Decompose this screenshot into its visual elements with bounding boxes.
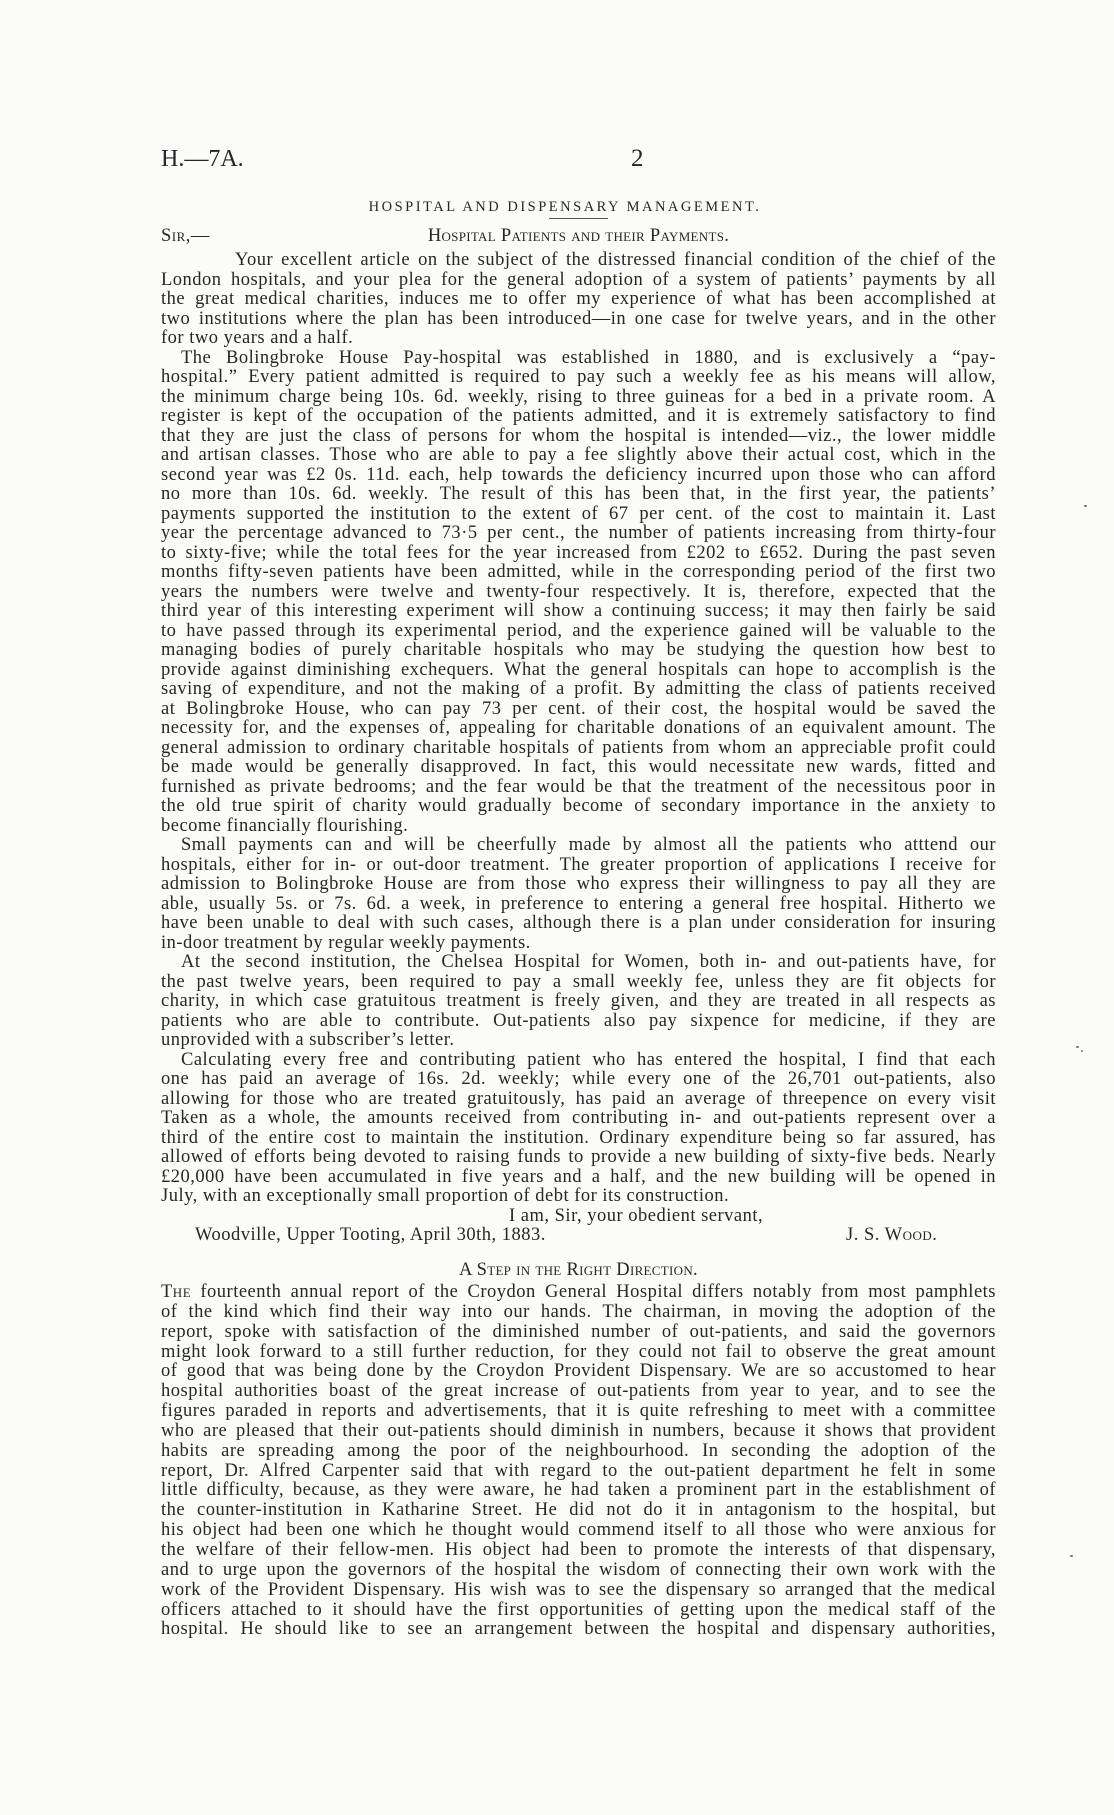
text-line: second year was £2 0s. 11d. each, help towards the deficiency incurred upon those who can afford	[161, 464, 996, 485]
text-line: his object had been one which he thought would commend itself to all those who were anxious for	[161, 1520, 996, 1541]
text-line: months fifty-seven patients have been admitted, while in the corresponding period of the first two	[161, 562, 996, 582]
text-line: little difficulty, because, as they were aware, he had taken a prominent part in the establishment of	[161, 1480, 996, 1501]
text-line: and to urge upon the governors of the hospital the wisdom of connecting their own work with the	[161, 1559, 996, 1580]
text-line: and artisan classes. Those who are able to pay a fee slightly above their actual cost, which in the	[161, 445, 996, 465]
text-line: two institutions where the plan has been introduced—in one case for twelve years, and in the other	[161, 308, 996, 329]
text-line: the welfare of their fellow-men. His object had been to promote the interests of that dispensary,	[161, 1539, 996, 1560]
scan-speck	[1084, 505, 1087, 507]
text-line: the old true spirit of charity would gradually become of secondary importance in the anxiety to	[161, 796, 996, 816]
text-line: third year of this interesting experiment will show a continuing success; it may then fairly be said	[161, 601, 996, 621]
text-line: Your excellent article on the subject of the distressed financial condition of the chief of the	[235, 250, 996, 270]
scan-speck	[1081, 1050, 1083, 1052]
text-line: allowed of efforts being devoted to raising funds to provide a new building of sixty-five beds. Nearly	[161, 1147, 996, 1167]
text-line: managing bodies of purely charitable hospitals who may be studying the question how best to	[161, 640, 996, 660]
text-line: July, with an exceptionally small proportion of debt for its construction.	[161, 1186, 730, 1206]
article-body	[161, 1283, 996, 1640]
article-heading: A Step in the Right Direction.	[459, 1260, 698, 1280]
text-line: unprovided with a subscriber’s letter.	[161, 1030, 455, 1050]
text-line: might look forward to a still further reduction, for they could not fail to observe the great amount	[161, 1341, 996, 1362]
text-line: figures paraded in reports and advertisements, that it is quite refreshing to meet with a committee	[161, 1401, 996, 1422]
text-line: charity, in which case gratuitous treatment is freely given, and they are treated in all respects as	[161, 991, 996, 1011]
text-line: general admission to ordinary charitable hospitals of patients from whom an appreciable profit could	[161, 737, 996, 758]
text-line: able, usually 5s. or 7s. 6d. a week, in preference to entering a general free hospital. Hitherto we	[161, 893, 996, 914]
text-line: one has paid an average of 16s. 2d. weekly; while every one of the 26,701 out-patients, also	[161, 1069, 996, 1089]
text-line: provide against diminishing exchequers. What the general hospitals can hope to accomplish is the	[161, 659, 996, 680]
text-line: saving of expenditure, and not the making of a profit. By admitting the class of patients received	[161, 679, 996, 699]
text-line: payments supported the institution to the extent of 67 per cent. of the cost to maintain it. Last	[161, 503, 996, 524]
text-line: of good that was being done by the Croydon Provident Dispensary. We are so accustomed to hear	[161, 1361, 996, 1382]
section-title: HOSPITAL AND DISPENSARY MANAGEMENT.	[368, 199, 762, 215]
letter-closing: I am, Sir, your obedient servant,	[509, 1205, 764, 1226]
signature: J. S. Wood.	[846, 1225, 938, 1245]
text-line: £20,000 have been accumulated in five years and a half, and the new building will be opened in	[161, 1166, 996, 1187]
page-number: 2	[631, 145, 644, 172]
page-reference: H.—7A.	[161, 146, 244, 172]
scan-speck	[1076, 1046, 1079, 1048]
paragraph	[161, 1051, 996, 1207]
text-line: for two years and a half.	[161, 328, 354, 348]
text-line: register is kept of the occupation of the patients admitted, and it is extremely satisfactory to find	[161, 406, 996, 426]
text-line: patients who are able to contribute. Out-patients also pay sixpence for medicine, if they are	[161, 1010, 996, 1031]
paragraph	[161, 349, 996, 837]
letter-heading: Hospital Patients and their Payments.	[427, 226, 730, 246]
text-line: hospital.” Every patient admitted is required to pay such a weekly fee as his means will allow,	[161, 367, 996, 387]
text-line: admission to Bolingbroke House are from those who express their willingness to pay all they are	[161, 874, 996, 894]
text-line: allowing for those who are treated gratuitously, has paid an average of threepence on every visit	[161, 1088, 996, 1109]
text-line: have been unable to deal with such cases, although there is a plan under consideration for insuring	[161, 913, 996, 933]
text-line: become financially flourishing.	[161, 815, 409, 836]
text-line: London hospitals, and your plea for the general adoption of a system of patients’ payments by all	[161, 269, 996, 290]
text-line: to have passed through its experimental period, and the experience gained will be valuable to the	[161, 620, 996, 641]
text-line: officers attached to it should have the first opportunities of getting upon the medical staff of the	[161, 1599, 996, 1620]
text-line: at Bolingbroke House, who can pay 73 per cent. of their cost, the hospital would be saved the	[161, 698, 996, 719]
text-line: be made would be generally disapproved. In fact, this would necessitate new wards, fitted and	[161, 757, 996, 777]
text-line: to sixty-five; while the total fees for the year increased from £202 to £652. During the past seven	[161, 542, 996, 563]
scan-speck	[1070, 1555, 1073, 1557]
text-line: hospitals, either for in- or out-door treatment. The greater proportion of applications I receive for	[161, 854, 996, 875]
text-line: habits are spreading among the poor of the neighbourhood. In seconding the adoption of the	[161, 1440, 996, 1461]
text-line: years the numbers were twelve and twenty-four respectively. It is, therefore, expected that the	[161, 581, 996, 602]
text-line: necessity for, and the expenses of, appealing for charitable donations of an equivalent amount. The	[161, 718, 996, 738]
text-line: the counter-institution in Katharine Street. He did not do it in antagonism to the hospital, but	[161, 1500, 996, 1521]
paragraph	[161, 953, 996, 1051]
lead-word: The	[161, 1282, 192, 1302]
text-line: furnished as private bedrooms; and the fear would be that the treatment of the necessitous poor in	[161, 776, 996, 797]
text-line: no more than 10s. 6d. weekly. The result of this has been that, in the first year, the patients’	[161, 484, 996, 504]
text-line: that they are just the class of persons for whom the hospital is intended—viz., the lower middle	[161, 425, 996, 446]
letter-salutation: Sir,—	[161, 226, 210, 246]
line-text: fourteenth annual report of the Croydon General Hospital differs notably from most pamphlets	[200, 1282, 996, 1302]
text-line: hospital authorities boast of the great increase of out-patients from year to year, and to see the	[161, 1381, 996, 1402]
text-line: report, Dr. Alfred Carpenter said that with regard to the out-patient department he felt in some	[161, 1460, 996, 1481]
text-line: the past twelve years, been required to pay a small weekly fee, unless they are fit objects for	[161, 971, 996, 992]
paragraph	[161, 251, 996, 349]
text-line: Taken as a whole, the amounts received from contributing in- and out-patients represent over a	[161, 1108, 996, 1128]
text-line: hospital. He should like to see an arrangement between the hospital and dispensary authorities,	[161, 1619, 996, 1640]
text-line: Calculating every free and contributing patient who has entered the hospital, I find that each	[181, 1049, 996, 1070]
text-line: At the second institution, the Chelsea Hospital for Women, both in- and out-patients have, for	[181, 952, 996, 972]
text-line: The Bolingbroke House Pay-hospital was established in 1880, and is exclusively a “pay-	[181, 347, 996, 368]
text-line: year the percentage advanced to 73·5 per cent., the number of patients increasing from thirty-four	[161, 523, 996, 543]
text-line: who are pleased that their out-patients should diminish in numbers, because it shows that provident	[161, 1420, 996, 1441]
title-rule	[549, 218, 608, 219]
paragraph	[161, 836, 996, 953]
text-line: Small payments can and will be cheerfully made by almost all the patients who atttend our	[181, 835, 996, 855]
text-line: work of the Provident Dispensary. His wish was to see the dispensary so arranged that the medical	[161, 1579, 996, 1600]
text-line: third of the entire cost to maintain the institution. Ordinary expenditure being so far assured, has	[161, 1127, 996, 1148]
text-line: the minimum charge being 10s. 6d. weekly, rising to three guineas for a bed in a private room. A	[161, 386, 996, 407]
text-line: report, spoke with satisfaction of the diminished number of out-patients, and said the governors	[161, 1321, 996, 1342]
text-line	[161, 1283, 996, 1303]
paragraph	[161, 1283, 996, 1640]
sender-address: Woodville, Upper Tooting, April 30th, 1883.	[195, 1225, 546, 1245]
letter-body	[161, 251, 996, 1207]
text-line: in-door treatment by regular weekly payments.	[161, 932, 531, 953]
text-line: the great medical charities, induces me to offer my experience of what has been accomplished at	[161, 289, 996, 309]
text-line: of the kind which find their way into our hands. The chairman, in moving the adoption of the	[161, 1301, 996, 1322]
